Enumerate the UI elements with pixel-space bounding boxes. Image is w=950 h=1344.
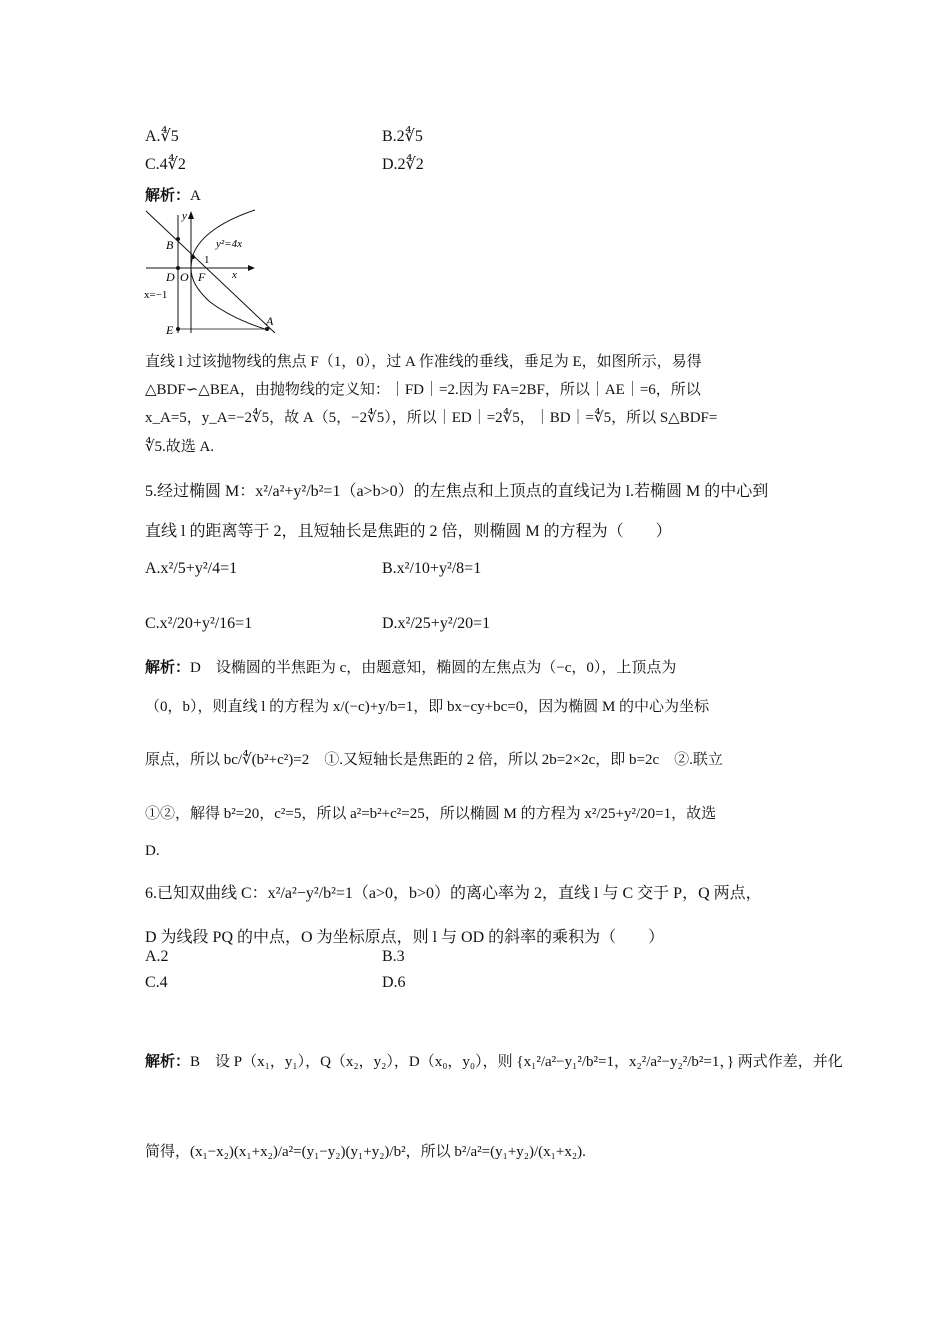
- q6-solution-line1: 解析：B 设 P（x₁，y₁），Q（x₂，y₂），D（x₀，y₀），则 {x₁²/a²−y₁²/b²=1，x₂²/a²−y₂²/b²=1，} 两式作差，并化: [145, 1054, 843, 1070]
- q4-solution-header: 解析：A: [145, 188, 201, 204]
- q6-option-b: B.3: [382, 948, 405, 965]
- fig-point-d: D: [166, 270, 175, 284]
- fig-one: 1: [204, 254, 210, 266]
- fig-curve-label: y²=4x: [216, 238, 242, 250]
- fig-axis-y: y: [182, 210, 187, 222]
- q5-solution-line3: 原点，所以 bc/∜(b²+c²)=2 ①.又短轴长是焦距的 2 倍，所以 2b=2×2c，即 b=2c ②.联立: [145, 752, 723, 768]
- q5-option-c: C.x²/20+y²/16=1: [145, 615, 253, 632]
- q6-option-d: D.6: [382, 974, 406, 991]
- q4-option-b: B.2∜5: [382, 128, 423, 145]
- q4-option-c: C.4∜2: [145, 156, 186, 173]
- q5-stem-line1: 5.经过椭圆 M：x²/a²+y²/b²=1（a>b>0）的左焦点和上顶点的直线记为 l.若椭圆 M 的中心到: [145, 483, 769, 500]
- fig-point-b: B: [166, 238, 174, 252]
- fig-point-f: F: [198, 270, 206, 284]
- q6-stem-line1: 6.已知双曲线 C：x²/a²−y²/b²=1（a>0，b>0）的离心率为 2，直线 l 与 C 交于 P，Q 两点，: [145, 885, 762, 902]
- q4-option-a: A.∜5: [145, 128, 179, 145]
- q4-solution-line4: ∜5.故选 A.: [145, 439, 215, 455]
- q5-solution-line1: 解析：D 设椭圆的半焦距为 c，由题意知，椭圆的左焦点为（−c，0），上顶点为: [145, 660, 677, 676]
- q5-option-b: B.x²/10+y²/8=1: [382, 560, 482, 577]
- fig-directrix: x=−1: [144, 289, 168, 301]
- q5-option-d: D.x²/25+y²/20=1: [382, 615, 491, 632]
- q5-option-a: A.x²/5+y²/4=1: [145, 560, 238, 577]
- q4-solution-line2: △BDF∽△BEA，由抛物线的定义知：｜FD｜=2.因为 FA=2BF，所以｜AE｜=6，所以: [145, 382, 701, 398]
- q4-solution-line1: 直线 l 过该抛物线的焦点 F（1，0），过 A 作准线的垂线，垂足为 E，如图所示，易得: [145, 354, 702, 370]
- q6-option-a: A.2: [145, 948, 169, 965]
- fig-axis-x: x: [232, 269, 237, 281]
- fig-point-a: A: [266, 314, 274, 328]
- parabola-figure: [140, 205, 274, 340]
- fig-point-e: E: [166, 323, 174, 337]
- q4-solution-line3: x_A=5，y_A=−2∜5，故 A（5，−2∜5），所以｜ED｜=2∜5，｜BD｜=∜5，所以 S△BDF=: [145, 410, 718, 426]
- q5-solution-line2: （0，b），则直线 l 的方程为 x/(−c)+y/b=1，即 bx−cy+bc=0，因为椭圆 M 的中心为坐标: [145, 699, 710, 715]
- fig-point-o: O: [180, 270, 189, 284]
- q5-solution-line5: D.: [145, 843, 160, 859]
- q5-solution-line4: ①②，解得 b²=20，c²=5，所以 a²=b²+c²=25，所以椭圆 M 的方程为 x²/25+y²/20=1，故选: [145, 806, 717, 822]
- q5-stem-line2: 直线 l 的距离等于 2，且短轴长是焦距的 2 倍，则椭圆 M 的方程为（ ）: [145, 523, 672, 540]
- q6-solution-line2: 简得，(x₁−x₂)(x₁+x₂)/a²=(y₁−y₂)(y₁+y₂)/b²，所以 b²/a²=(y₁+y₂)/(x₁+x₂).: [145, 1144, 586, 1160]
- q6-option-c: C.4: [145, 974, 168, 991]
- q6-stem-line2: D 为线段 PQ 的中点，O 为坐标原点，则 l 与 OD 的斜率的乘积为（ ）: [145, 929, 665, 946]
- q4-option-d: D.2∜2: [382, 156, 424, 173]
